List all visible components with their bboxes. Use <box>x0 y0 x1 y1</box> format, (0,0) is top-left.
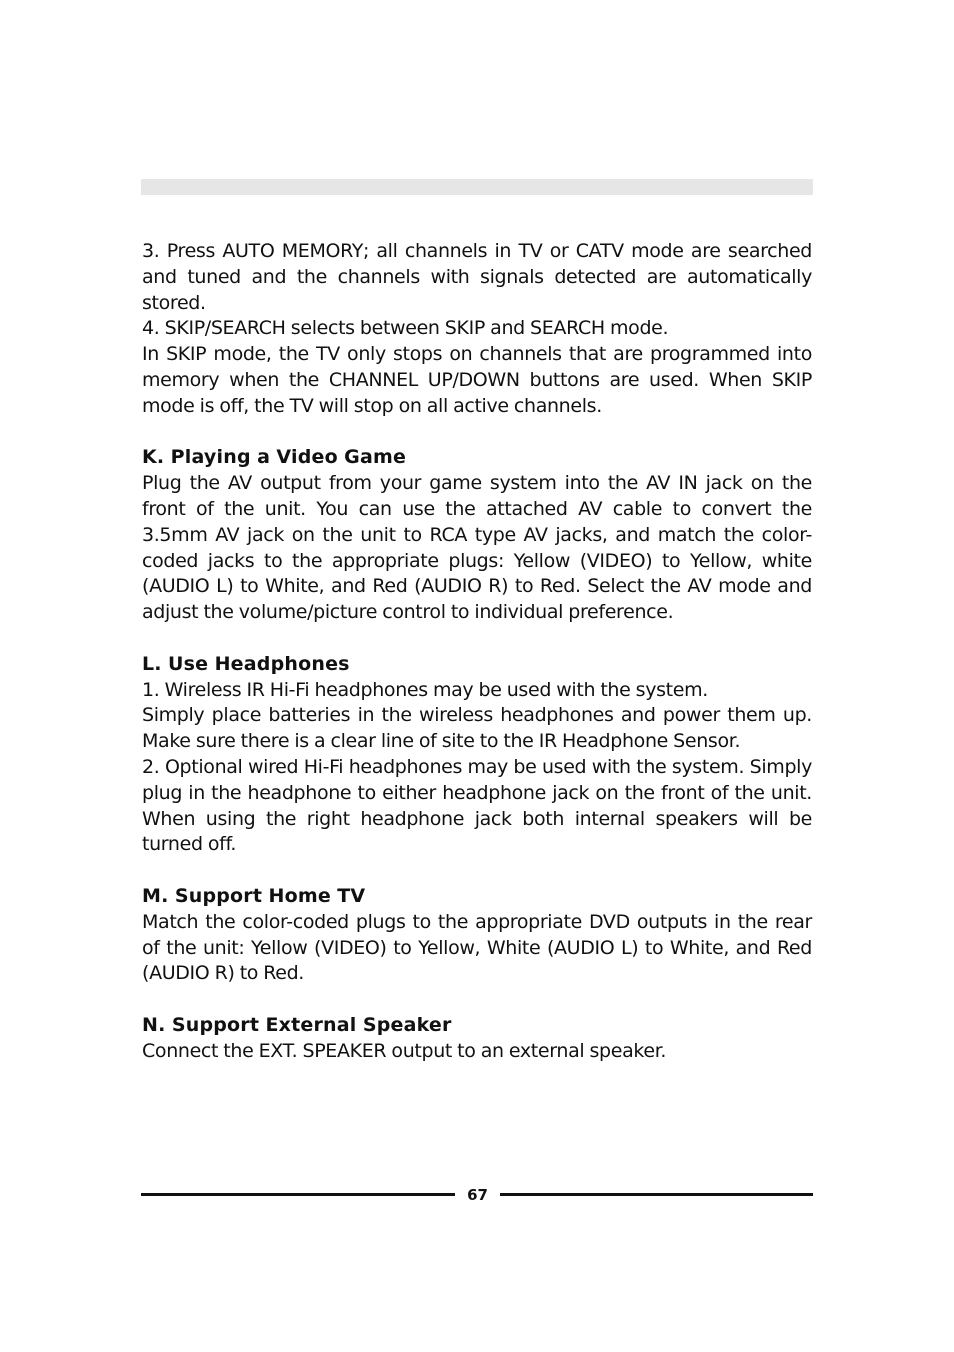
intro-paragraph-skip-mode: In SKIP mode, the TV only stops on channels that are programmed into memory when the CHANNEL UP/DOWN buttons are used. When SKIP mode is off, the TV will stop on all active channels. <box>142 343 812 417</box>
page-content <box>142 239 812 1065</box>
paragraph-headphone-batteries: Simply place batteries in the wireless headphones and power them up. Make sure there is a clear line of site to the IR Headphone Sensor. <box>142 704 812 753</box>
spacer <box>142 858 812 884</box>
paragraph-external-speaker: Connect the EXT. SPEAKER output to an external speaker. <box>142 1039 667 1062</box>
intro-paragraph-skip-search: 4. SKIP/SEARCH selects between SKIP and SEARCH mode. <box>142 317 669 340</box>
heading-use-headphones: L. Use Headphones <box>142 652 350 675</box>
page-number: 67 <box>467 1186 488 1204</box>
paragraph-video-game: Plug the AV output from your game system into the AV IN jack on the front of the unit. You can use the attached AV cable to convert the 3.5mm AV jack on the unit to RCA type AV jacks, and match the color-coded jacks to the appropriate plugs: Yellow (VIDEO) to Yellow, white (AUDIO L) to White, and Red (AUDIO R) to Red. Select the AV mode and adjust the volume/picture control to individual preference. <box>142 472 812 624</box>
heading-playing-video-game: K. Playing a Video Game <box>142 446 407 469</box>
spacer <box>142 626 812 652</box>
paragraph-home-tv: Match the color-coded plugs to the appropriate DVD outputs in the rear of the unit: Yellow (VIDEO) to Yellow, White (AUDIO L) to White, and Red (AUDIO R) to Red. <box>142 910 812 985</box>
spacer <box>142 420 812 446</box>
footer-rule-right <box>500 1193 813 1196</box>
heading-support-home-tv: M. Support Home TV <box>142 884 366 907</box>
paragraph-wireless-headphones: 1. Wireless IR Hi-Fi headphones may be used with the system. <box>142 678 708 701</box>
paragraph-wired-headphones: 2. Optional wired Hi-Fi headphones may be used with the system. Simply plug in the headphone to either headphone jack on the front of the unit. When using the right headphone jack both internal speakers will be turned off. <box>142 755 812 856</box>
spacer <box>142 987 812 1013</box>
intro-paragraph-auto-memory: 3. Press AUTO MEMORY; all channels in TV or CATV mode are searched and tuned and the channels with signals detected are automatically stored. <box>142 240 812 314</box>
heading-support-external-speaker: N. Support External Speaker <box>142 1013 452 1036</box>
footer-rule-left <box>141 1193 455 1196</box>
header-bar <box>141 179 813 195</box>
